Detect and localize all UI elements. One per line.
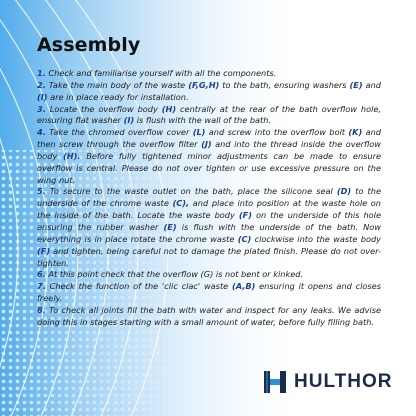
assembly-step bbox=[37, 80, 381, 104]
brand-logo bbox=[262, 367, 392, 397]
assembly-step bbox=[37, 281, 381, 305]
page-title: Assembly bbox=[37, 34, 141, 56]
step-number: 4. bbox=[37, 127, 46, 138]
assembly-step bbox=[37, 269, 381, 281]
part-reference: (H). bbox=[63, 150, 81, 161]
step-number: 6. bbox=[37, 269, 46, 280]
step-text: and place into position at the waste hole on the inside of the bath. Locate the waste body bbox=[37, 198, 381, 221]
step-text: is flush with the wall of the bath. bbox=[134, 115, 272, 126]
step-text: are in place ready for installation. bbox=[47, 91, 189, 102]
part-reference: (I) bbox=[37, 91, 48, 102]
step-number: 8. bbox=[37, 304, 46, 315]
step-text: is flush with the underside of the bath. Now everything is in place rotate the chrome waste bbox=[37, 221, 381, 244]
step-text: clockwise into the waste body bbox=[251, 233, 381, 244]
part-reference: (H) bbox=[161, 103, 177, 114]
step-text: and into the thread inside the overflow body bbox=[37, 139, 382, 161]
step-text: Take the main body of the waste bbox=[45, 79, 189, 90]
part-reference: (E) bbox=[163, 221, 177, 232]
step-text: At this point check that the overflow (G) is not bent or kinked. bbox=[45, 269, 304, 280]
step-number: 1. bbox=[37, 68, 46, 78]
step-text: Locate the overflow body bbox=[45, 103, 162, 114]
h-monogram-icon bbox=[262, 369, 288, 395]
assembly-step bbox=[37, 127, 381, 186]
step-text: and tighten, being careful not to damage the plated finish. Please do not over-tighten. bbox=[37, 245, 381, 268]
step-number: 5. bbox=[37, 186, 46, 197]
part-reference: (J) bbox=[201, 139, 212, 150]
step-text: on the underside of this hole ensuring the rubber washer bbox=[37, 210, 381, 232]
step-text: Before fully tightened minor adjustments can be made to ensure overflow is central. Please do not over tighten or use excessive pressure on the wing nut. bbox=[37, 150, 381, 185]
part-reference: (A,B) bbox=[232, 281, 256, 292]
part-reference: (F) bbox=[37, 245, 51, 256]
assembly-step bbox=[37, 305, 381, 329]
step-text: to the bath, ensuring washers bbox=[219, 79, 350, 90]
assembly-instructions bbox=[37, 34, 381, 329]
part-reference: (F) bbox=[238, 210, 252, 221]
part-reference: (C), bbox=[172, 198, 190, 209]
step-number: 2. bbox=[37, 79, 46, 90]
step-number: 3. bbox=[37, 103, 46, 114]
step-text: Check and familiarise yourself with all the components. bbox=[45, 68, 277, 78]
step-number: 7. bbox=[37, 281, 46, 292]
part-reference: (L) bbox=[192, 127, 206, 138]
part-reference: (E) bbox=[349, 79, 363, 90]
part-reference: (C) bbox=[237, 233, 252, 244]
step-text: ensuring it opens and closes freely. bbox=[37, 281, 381, 304]
assembly-step bbox=[37, 104, 381, 128]
part-reference: (D) bbox=[336, 186, 352, 197]
brand-name: HULTHOR bbox=[294, 371, 393, 392]
part-reference: (K) bbox=[348, 127, 363, 138]
assembly-step bbox=[37, 186, 381, 269]
step-text: To secure to the waste outlet on the bath, place the silicone seal bbox=[45, 186, 337, 197]
step-text: centrally at the rear of the bath overflow hole, ensuring flat washer bbox=[37, 103, 381, 126]
assembly-steps-list bbox=[37, 68, 381, 329]
part-reference: (I) bbox=[123, 115, 135, 126]
step-text: to the underside of the chrome waste bbox=[37, 186, 381, 209]
step-text: Check the function of the 'clic clac' waste bbox=[45, 281, 232, 292]
part-reference: (F,G,H) bbox=[188, 79, 220, 90]
step-text: and then screw through the overflow filter bbox=[37, 127, 381, 150]
step-text: and bbox=[362, 79, 381, 90]
assembly-step bbox=[37, 68, 381, 80]
step-text: Take the chromed overflow cover bbox=[45, 127, 193, 138]
step-text: To check all joints fill the bath with water and inspect for any leaks. We advise doing this in stages starting with a small amount of water, before fully filling bath. bbox=[37, 304, 381, 327]
step-text: and screw into the overflow bolt bbox=[205, 127, 349, 138]
